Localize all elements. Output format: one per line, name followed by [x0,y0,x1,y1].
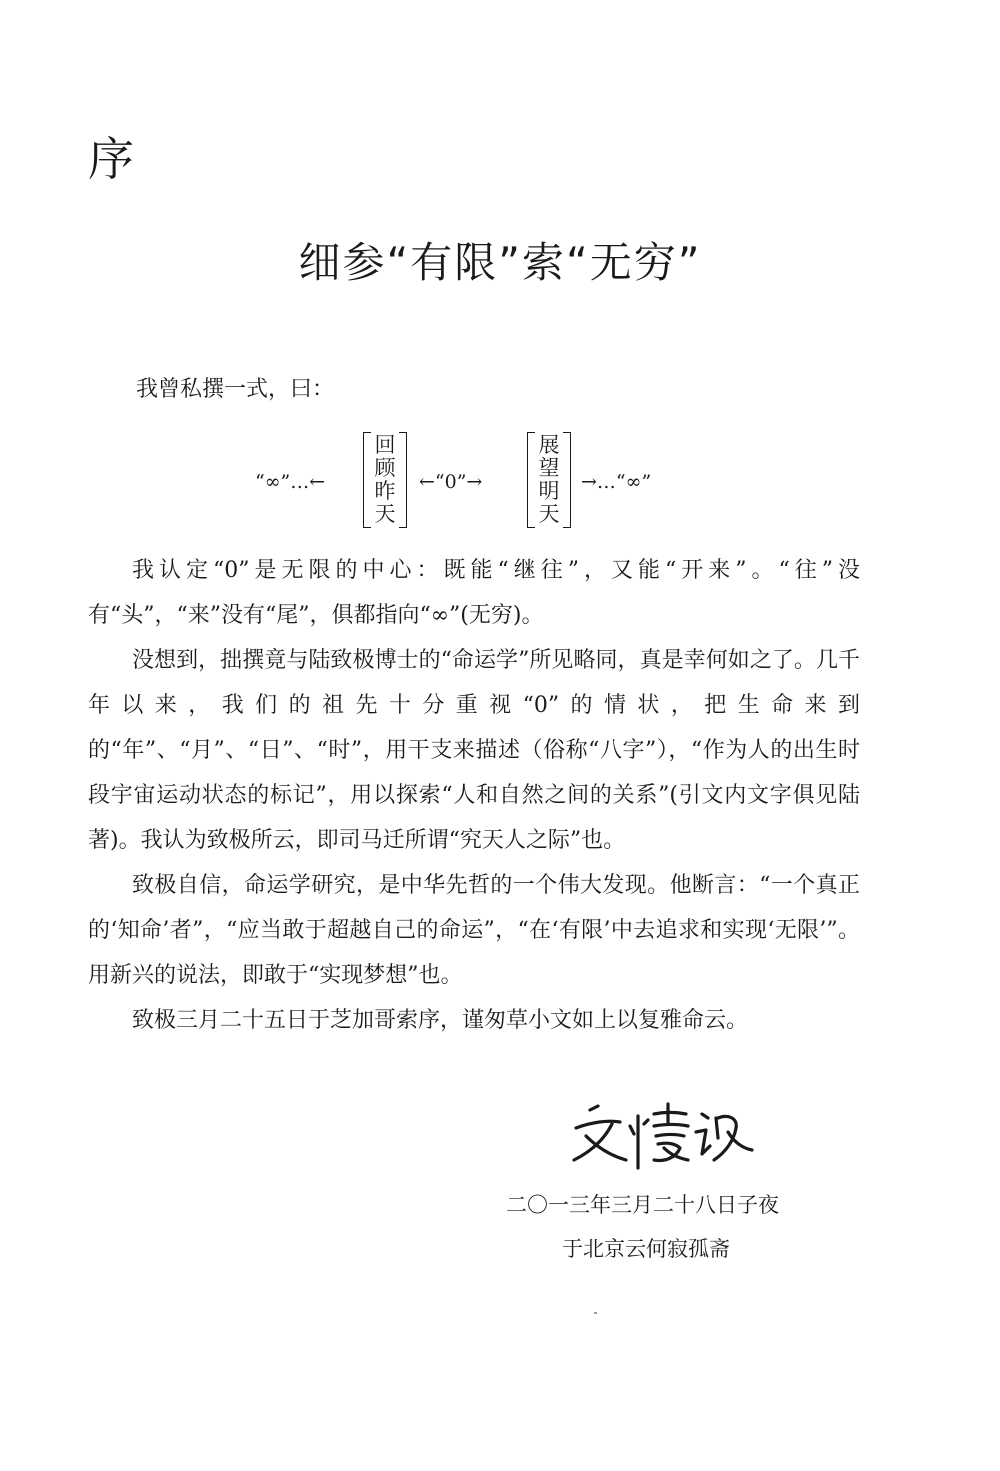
formula-char: 天 [374,502,396,526]
bracket-right [399,432,407,528]
formula-char: 顾 [374,456,396,480]
formula-right-box-text [535,434,563,526]
bracket-right [563,432,571,528]
formula-char: 昨 [374,479,396,503]
page-title: 细参“有限”索“无穷” [298,238,702,287]
bracket-left [527,432,535,528]
intro-line: 我曾私撰一式，曰： [136,377,335,402]
paragraph: 没想到，拙撰竟与陆致极博士的“命运学”所见略同，真是幸何如之了。几千年以来，我们的祖先十分重视“0”的情状，把生命来到的“年”、“月”、“日”、“时”，用干支来描述（俗称“八字”），“作为人的出生时段宇宙运动状态的标记”，用以探索“人和自然之间的关系”(引文内文字俱见陆著)。我认为致极所云，即司马迁所谓“究天人之际”也。 [88,648,860,853]
formula [255,432,695,532]
paragraph: 致极三月二十五日于芝加哥索序，谨匆草小文如上以复雅命云。 [132,1008,749,1033]
handwritten-signature [568,1088,758,1178]
formula-middle: ←“0”→ [419,471,483,493]
paragraph: 致极自信，命运学研究，是中华先哲的一个伟大发现。他断言：“一个真正的‘知命’者”，“应当敢于超越自己的命运”，“在‘有限’中去追求和实现‘无限’”。用新兴的说法，即敢于“实现梦想”也。 [88,873,860,988]
formula-right-box [527,432,571,528]
formula-left-end: “∞”…← [255,471,326,493]
section-label: 序 [88,132,134,186]
formula-right-end: →…“∞” [581,471,652,493]
paragraph: 我认定“0”是无限的中心：既能“继往”，又能“开来”。“往”没有“头”，“来”没有“尾”，俱都指向“∞”(无穷)。 [88,558,860,628]
formula-char: 明 [538,479,560,503]
sign-place: 于北京云何寂孤斋 [562,1237,730,1261]
bracket-left [363,432,371,528]
formula-char: 天 [538,502,560,526]
formula-char: 望 [538,456,560,480]
formula-left-box [363,432,407,528]
print-speck [594,1312,597,1314]
sign-date: 二〇一三年三月二十八日子夜 [506,1193,779,1217]
formula-char: 回 [374,433,396,457]
formula-left-box-text [371,434,399,526]
formula-char: 展 [538,433,560,457]
body-text [88,548,860,1043]
